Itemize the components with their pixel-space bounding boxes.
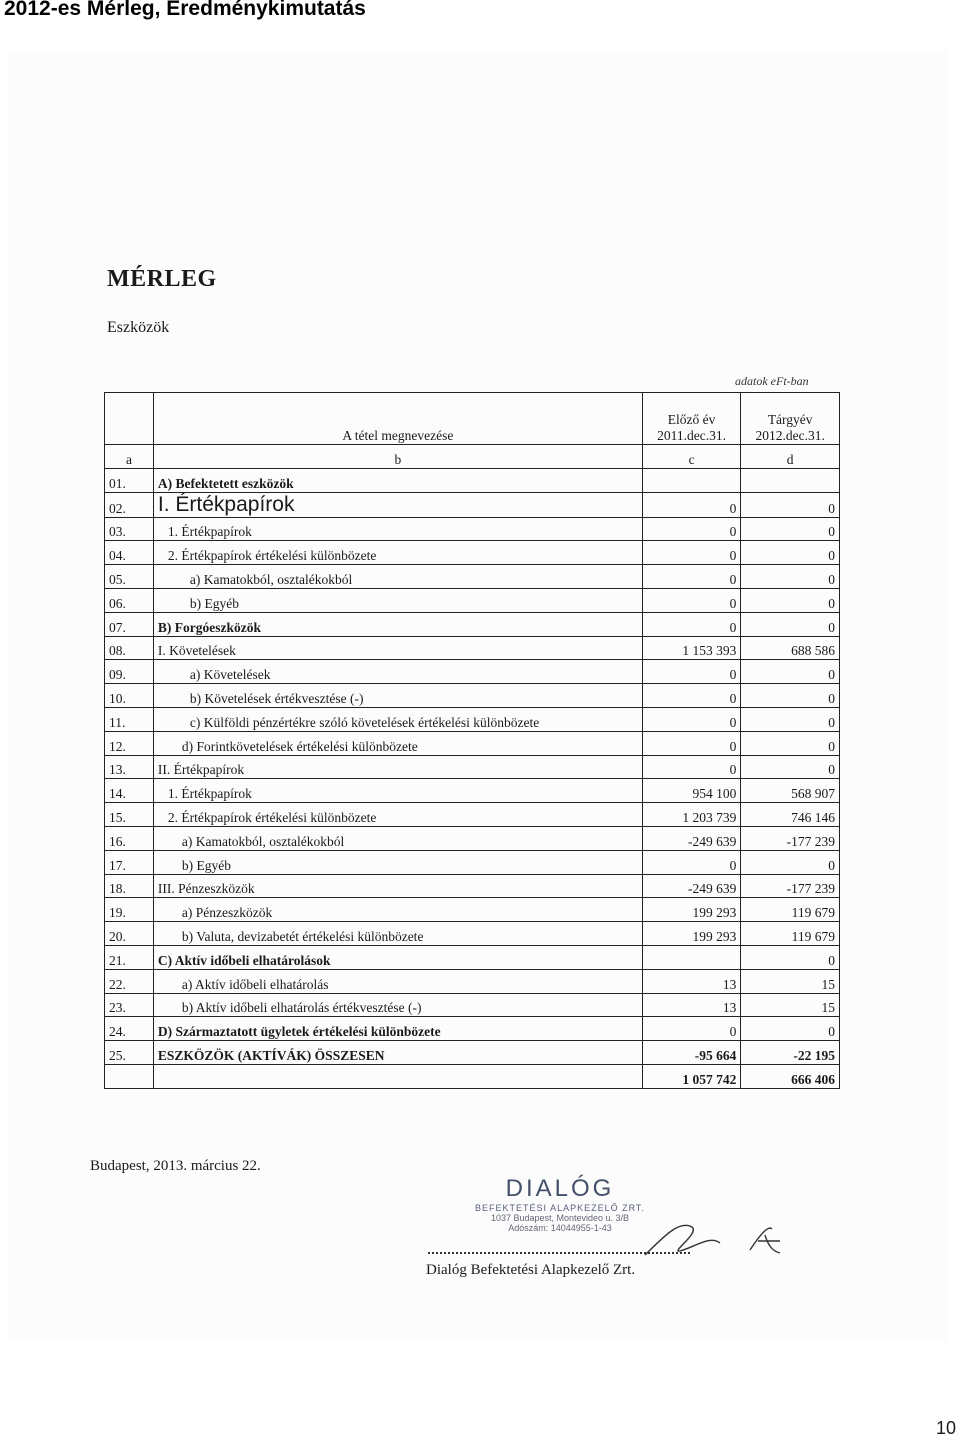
table-row <box>105 468 840 492</box>
row-number: 18. <box>105 874 154 898</box>
row-prev-value: 0 <box>642 517 741 541</box>
unit-note: adatok eFt-ban <box>735 374 809 388</box>
table-header-row <box>105 393 840 445</box>
row-name: a) Kamatokból, osztalékokból <box>153 565 642 589</box>
stamp-subtitle: BEFEKTETÉSI ALAPKEZELŐ ZRT. <box>475 1203 645 1213</box>
page-title: 2012-es Mérleg, Eredménykimutatás <box>4 0 366 20</box>
row-name: C) Aktív időbeli elhatárolások <box>153 945 642 969</box>
row-number: 14. <box>105 779 154 803</box>
row-prev-value: 0 <box>642 731 741 755</box>
stamp-address: 1037 Budapest, Montevideo u. 3/B <box>490 1213 630 1223</box>
table-letter-row <box>105 445 840 469</box>
row-curr-value: 0 <box>741 517 840 541</box>
row-prev-value: 954 100 <box>642 779 741 803</box>
table-row <box>105 731 840 755</box>
row-curr-value: 568 907 <box>741 779 840 803</box>
row-curr-value: 0 <box>741 945 840 969</box>
document-heading: MÉRLEG <box>107 266 217 292</box>
table-row <box>105 612 840 636</box>
row-number: 13. <box>105 755 154 779</box>
row-curr-value: 0 <box>741 612 840 636</box>
table-row <box>105 517 840 541</box>
row-number: 15. <box>105 803 154 827</box>
row-name: B) Forgóeszközök <box>153 612 642 636</box>
row-number: 09. <box>105 660 154 684</box>
header-prev-line2: 2011.dec.31. <box>657 428 727 443</box>
table-row <box>105 945 840 969</box>
row-name: I. Értékpapírok <box>153 492 642 517</box>
row-number: 06. <box>105 588 154 612</box>
row-name: b) Egyéb <box>153 850 642 874</box>
row-number: 25. <box>105 1041 154 1065</box>
company-name: Dialóg Befektetési Alapkezelő Zrt. <box>426 1262 636 1278</box>
row-name: 2. Értékpapírok értékelési különbözete <box>153 541 642 565</box>
table-row <box>105 541 840 565</box>
row-prev-value: 0 <box>642 492 741 517</box>
row-prev-value: 0 <box>642 850 741 874</box>
row-number: 05. <box>105 565 154 589</box>
row-name: b) Aktív időbeli elhatárolás értékvesztése (-) <box>153 993 642 1017</box>
row-number: 03. <box>105 517 154 541</box>
table-body <box>105 468 840 1088</box>
row-prev-value: 0 <box>642 707 741 731</box>
row-prev-value: 13 <box>642 993 741 1017</box>
row-number: 19. <box>105 898 154 922</box>
table-row <box>105 803 840 827</box>
table-row <box>105 993 840 1017</box>
row-prev-value: 0 <box>642 541 741 565</box>
table-row <box>105 969 840 993</box>
row-prev-value: 0 <box>642 755 741 779</box>
row-curr-value: 119 679 <box>741 922 840 946</box>
row-prev-value: 199 293 <box>642 922 741 946</box>
letter-b: b <box>153 445 642 469</box>
document-subheading: Eszközök <box>107 319 170 336</box>
stamp-tax-number: Adószám: 14044955-1-43 <box>508 1223 612 1233</box>
row-number: 11. <box>105 707 154 731</box>
balance-sheet-table <box>104 392 840 1089</box>
row-prev-value: -249 639 <box>642 826 741 850</box>
row-curr-value: 15 <box>741 993 840 1017</box>
table-row <box>105 874 840 898</box>
row-curr-value: 0 <box>741 565 840 589</box>
row-prev-value <box>642 945 741 969</box>
table-row <box>105 779 840 803</box>
row-number: 22. <box>105 969 154 993</box>
page-number: 10 <box>936 1418 957 1438</box>
table-row <box>105 565 840 589</box>
row-prev-value: 0 <box>642 684 741 708</box>
row-curr-value: 0 <box>741 707 840 731</box>
row-number: 07. <box>105 612 154 636</box>
table-row <box>105 684 840 708</box>
row-curr-value: 688 586 <box>741 636 840 660</box>
row-name: a) Követelések <box>153 660 642 684</box>
row-name: 2. Értékpapírok értékelési különbözete <box>153 803 642 827</box>
header-prev-cell <box>642 393 741 445</box>
table-row <box>105 898 840 922</box>
signature-icon <box>640 1215 790 1265</box>
header-name-cell <box>153 393 642 445</box>
row-name: a) Kamatokból, osztalékokból <box>153 826 642 850</box>
row-number: 24. <box>105 1017 154 1041</box>
row-number: 23. <box>105 993 154 1017</box>
row-curr-value: -177 239 <box>741 874 840 898</box>
table-row <box>105 922 840 946</box>
table-row <box>105 850 840 874</box>
row-prev-value <box>642 468 741 492</box>
row-curr-value: 0 <box>741 850 840 874</box>
row-number: 10. <box>105 684 154 708</box>
table-row <box>105 636 840 660</box>
row-name: b) Egyéb <box>153 588 642 612</box>
row-name: a) Aktív időbeli elhatárolás <box>153 969 642 993</box>
row-name <box>153 1064 642 1088</box>
header-no-cell <box>105 393 154 445</box>
row-name: ESZKÖZÖK (AKTÍVÁK) ÖSSZESEN <box>153 1041 642 1065</box>
row-prev-value: 0 <box>642 565 741 589</box>
row-name: d) Forintkövetelések értékelési különbözete <box>153 731 642 755</box>
letter-a: a <box>105 445 154 469</box>
row-curr-value: 666 406 <box>741 1064 840 1088</box>
row-prev-value: 199 293 <box>642 898 741 922</box>
header-curr-cell <box>741 393 840 445</box>
row-curr-value: 0 <box>741 492 840 517</box>
row-curr-value: -22 195 <box>741 1041 840 1065</box>
row-number: 20. <box>105 922 154 946</box>
table-row <box>105 826 840 850</box>
header-prev-line1: Előző év <box>667 412 716 427</box>
row-name: III. Pénzeszközök <box>153 874 642 898</box>
letter-d: d <box>741 445 840 469</box>
row-number: 08. <box>105 636 154 660</box>
row-name: A) Befektetett eszközök <box>153 468 642 492</box>
row-number: 21. <box>105 945 154 969</box>
letter-c: c <box>642 445 741 469</box>
row-name: a) Pénzeszközök <box>153 898 642 922</box>
row-name: b) Követelések értékvesztése (-) <box>153 684 642 708</box>
row-name: D) Származtatott ügyletek értékelési különbözete <box>153 1017 642 1041</box>
row-curr-value: 746 146 <box>741 803 840 827</box>
row-number: 17. <box>105 850 154 874</box>
row-prev-value: 1 153 393 <box>642 636 741 660</box>
row-prev-value: -95 664 <box>642 1041 741 1065</box>
row-prev-value: -249 639 <box>642 874 741 898</box>
table-row <box>105 1064 840 1088</box>
row-number: 02. <box>105 492 154 517</box>
row-number: 12. <box>105 731 154 755</box>
row-prev-value: 0 <box>642 1017 741 1041</box>
row-name: 1. Értékpapírok <box>153 517 642 541</box>
stamp-logo: DIALÓG <box>505 1175 615 1202</box>
signature-line <box>428 1252 690 1254</box>
row-curr-value: 0 <box>741 755 840 779</box>
row-curr-value: 0 <box>741 684 840 708</box>
row-name: c) Külföldi pénzértékre szóló követelések értékelési különbözete <box>153 707 642 731</box>
header-curr-line2: 2012.dec.31. <box>755 428 825 443</box>
table-row <box>105 1017 840 1041</box>
table-row <box>105 660 840 684</box>
row-curr-value: 0 <box>741 541 840 565</box>
row-curr-value <box>741 468 840 492</box>
row-prev-value: 13 <box>642 969 741 993</box>
row-number <box>105 1064 154 1088</box>
row-prev-value: 1 203 739 <box>642 803 741 827</box>
row-prev-value: 0 <box>642 660 741 684</box>
row-curr-value: 119 679 <box>741 898 840 922</box>
row-curr-value: -177 239 <box>741 826 840 850</box>
header-curr-line1: Tárgyév <box>767 412 813 427</box>
place-date: Budapest, 2013. március 22. <box>90 1158 261 1174</box>
row-number: 04. <box>105 541 154 565</box>
row-curr-value: 0 <box>741 731 840 755</box>
row-prev-value: 1 057 742 <box>642 1064 741 1088</box>
row-number: 16. <box>105 826 154 850</box>
row-prev-value: 0 <box>642 612 741 636</box>
table-row <box>105 1041 840 1065</box>
table-row <box>105 755 840 779</box>
row-name: I. Követelések <box>153 636 642 660</box>
row-name: b) Valuta, devizabetét értékelési különbözete <box>153 922 642 946</box>
row-name: II. Értékpapírok <box>153 755 642 779</box>
row-number: 01. <box>105 468 154 492</box>
header-name: A tétel megnevezése <box>342 428 454 443</box>
row-curr-value: 0 <box>741 660 840 684</box>
table-row <box>105 492 840 517</box>
row-curr-value: 0 <box>741 1017 840 1041</box>
row-curr-value: 15 <box>741 969 840 993</box>
row-prev-value: 0 <box>642 588 741 612</box>
table-row <box>105 588 840 612</box>
row-name: 1. Értékpapírok <box>153 779 642 803</box>
table-row <box>105 707 840 731</box>
row-curr-value: 0 <box>741 588 840 612</box>
